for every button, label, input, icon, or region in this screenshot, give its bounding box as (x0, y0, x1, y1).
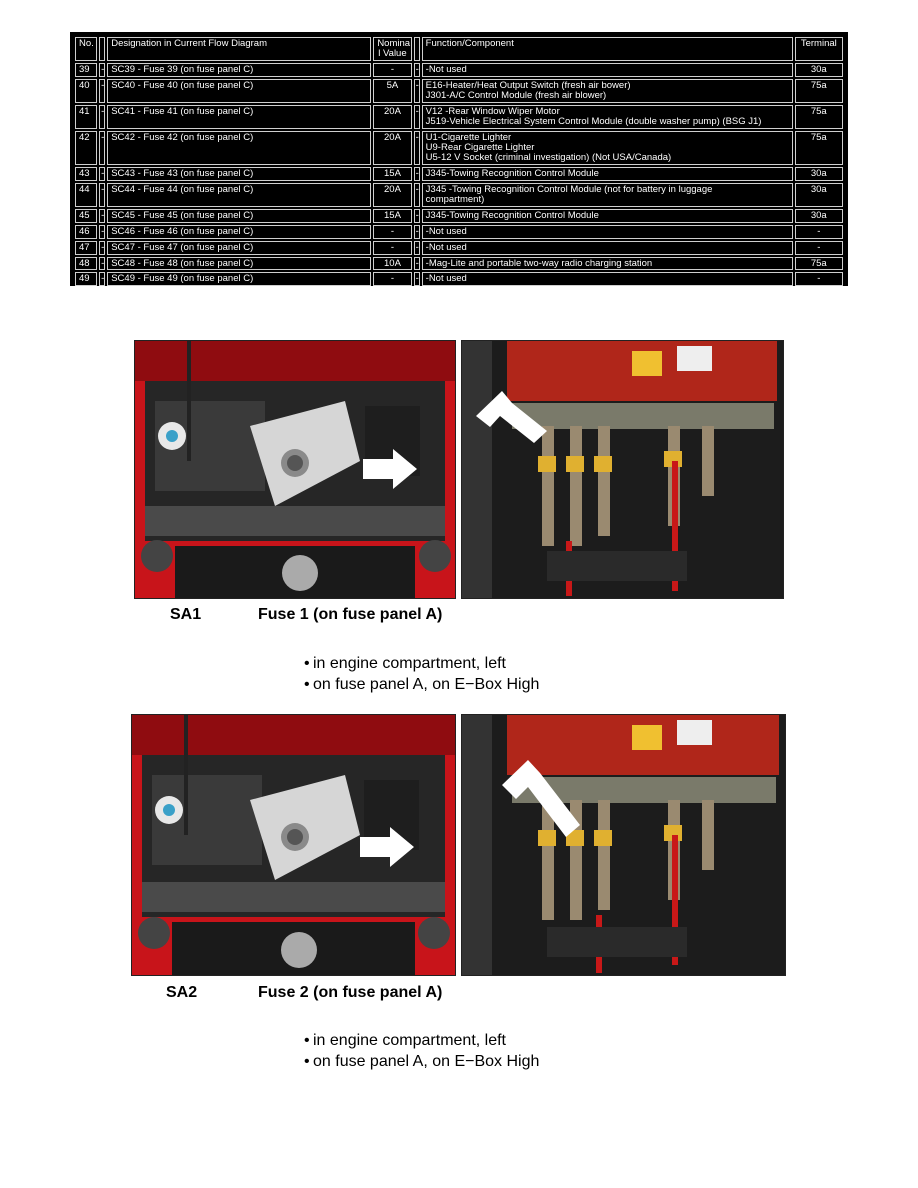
cell-designation: SC46 - Fuse 46 (on fuse panel C) (107, 225, 371, 239)
cell-designation: SC49 - Fuse 49 (on fuse panel C) (107, 272, 371, 286)
bullet-icon: • (304, 676, 310, 693)
list-item (304, 1051, 539, 1072)
list-item (304, 1030, 539, 1051)
cell-function (422, 183, 793, 207)
list-item (304, 653, 539, 674)
cell-terminal: 75a (795, 257, 843, 271)
engine-bay-illustration (132, 715, 455, 975)
cell-separator: - (99, 183, 105, 207)
cell-separator: - (415, 63, 419, 75)
function-line: U1-Cigarette Lighter (425, 131, 512, 143)
header-designation: Designation in Current Flow Diagram (107, 37, 371, 61)
cell-no: 48 (75, 257, 97, 271)
cell-nominal-value: 20A (373, 131, 411, 165)
cell-separator: - (414, 131, 420, 165)
cell-designation: SC41 - Fuse 41 (on fuse panel C) (107, 105, 371, 129)
cell-separator: - (99, 131, 105, 165)
section-code-sa1: SA1 (170, 606, 202, 623)
bullet-list-sa1 (304, 653, 539, 695)
cell-no: 40 (75, 79, 97, 103)
cell-no: 49 (75, 272, 97, 286)
function-line: J345-Towing Recognition Control Module (425, 167, 599, 179)
cell-nominal-value: - (373, 272, 411, 286)
bullet-text: in engine compartment, left (313, 655, 506, 672)
cell-designation: SC45 - Fuse 45 (on fuse panel C) (107, 209, 371, 223)
function-line: J301-A/C Control Module (fresh air blower) (425, 89, 607, 101)
cell-no: 41 (75, 105, 97, 129)
section-title-sa2: Fuse 2 (on fuse panel A) (258, 984, 443, 1001)
cell-separator: - (101, 241, 105, 253)
bullet-icon: • (304, 1032, 310, 1049)
cell-separator: - (101, 167, 105, 179)
list-item (304, 674, 539, 695)
table-row (75, 257, 843, 271)
header-separator (99, 37, 105, 61)
cell-separator: - (101, 209, 105, 221)
cell-designation: SC42 - Fuse 42 (on fuse panel C) (107, 131, 371, 165)
function-line: J345-Towing Recognition Control Module (425, 209, 599, 221)
header-separator (414, 37, 420, 61)
cell-function (422, 63, 793, 77)
cell-nominal-value: 20A (373, 105, 411, 129)
cell-function (422, 241, 793, 255)
cell-designation: SC40 - Fuse 40 (on fuse panel C) (107, 79, 371, 103)
cell-function (422, 272, 793, 286)
function-line: J519-Vehicle Electrical System Control Module (double washer pump) (BSG J1) (425, 115, 762, 127)
table-row (75, 209, 843, 223)
cell-terminal: - (795, 272, 843, 286)
cell-separator: - (101, 225, 105, 237)
function-line: E16-Heater/Heat Output Switch (fresh air bower) (425, 79, 631, 91)
section-title-sa1: Fuse 1 (on fuse panel A) (258, 606, 443, 623)
function-line: U9-Rear Cigarette Lighter (425, 141, 535, 153)
table-row (75, 131, 843, 165)
cell-nominal-value: - (373, 241, 411, 255)
cell-function (422, 209, 793, 223)
engine-bay-photo-sa1 (134, 340, 456, 599)
header-function: Function/Component (422, 37, 793, 61)
cell-terminal: 30a (795, 209, 843, 223)
cell-no: 44 (75, 183, 97, 207)
cell-function (422, 131, 793, 165)
engine-bay-illustration (135, 341, 455, 598)
cell-no: 46 (75, 225, 97, 239)
cell-nominal-value: 5A (373, 79, 411, 103)
cell-no: 43 (75, 167, 97, 181)
cell-terminal: 30a (795, 63, 843, 77)
fuse-panel-illustration (462, 341, 783, 598)
table-row (75, 183, 843, 207)
function-line: -Mag-Lite and portable two-way radio charging station (425, 257, 653, 269)
fuse-panel-illustration (462, 715, 785, 975)
header-nominal-value (373, 37, 411, 61)
table-row (75, 63, 843, 77)
header-terminal: Terminal (795, 37, 843, 61)
table-header-row (75, 37, 843, 61)
bullet-text: on fuse panel A, on E−Box High (313, 1053, 540, 1070)
cell-nominal-value: 20A (373, 183, 411, 207)
cell-separator: - (415, 241, 419, 253)
cell-function (422, 167, 793, 181)
function-line: J345 -Towing Recognition Control Module (not for battery in luggage (425, 183, 713, 195)
fuse-table-grid (73, 35, 845, 286)
cell-separator: - (414, 105, 420, 129)
header-nominal-line-1: Nomina (377, 38, 411, 49)
cell-separator: - (101, 273, 105, 285)
cell-separator: - (101, 63, 105, 75)
cell-nominal-value: 10A (373, 257, 411, 271)
cell-separator: - (99, 105, 105, 129)
fuse-panel-photo-sa1 (461, 340, 784, 599)
cell-designation: SC44 - Fuse 44 (on fuse panel C) (107, 183, 371, 207)
cell-separator: - (101, 257, 105, 269)
cell-separator: - (415, 225, 419, 237)
cell-separator: - (415, 167, 419, 179)
cell-no: 47 (75, 241, 97, 255)
cell-terminal: 75a (795, 105, 843, 129)
cell-nominal-value: 15A (373, 209, 411, 223)
function-line: U5-12 V Socket (criminal investigation) (Not USA/Canada) (425, 151, 672, 163)
section-code-sa2: SA2 (166, 984, 198, 1001)
cell-no: 39 (75, 63, 97, 77)
header-nominal-line-2: l Value (378, 47, 407, 59)
cell-function (422, 79, 793, 103)
function-line: V12 -Rear Window Wiper Motor (425, 105, 560, 117)
bullet-icon: • (304, 655, 310, 672)
header-no: No. (75, 37, 97, 61)
cell-separator: - (415, 209, 419, 221)
function-line: -Not used (425, 225, 467, 237)
cell-terminal: 75a (795, 79, 843, 103)
function-line: -Not used (425, 241, 467, 253)
cell-terminal: 30a (795, 183, 843, 207)
cell-designation: SC39 - Fuse 39 (on fuse panel C) (107, 63, 371, 77)
cell-separator: - (99, 79, 105, 103)
cell-no: 42 (75, 131, 97, 165)
function-line: compartment) (425, 193, 485, 205)
cell-function (422, 105, 793, 129)
table-row (75, 79, 843, 103)
cell-designation: SC47 - Fuse 47 (on fuse panel C) (107, 241, 371, 255)
engine-bay-photo-sa2 (131, 714, 456, 976)
bullet-icon: • (304, 1053, 310, 1070)
cell-function (422, 225, 793, 239)
cell-terminal: - (795, 241, 843, 255)
table-row (75, 241, 843, 255)
table-row (75, 167, 843, 181)
table-row (75, 105, 843, 129)
cell-terminal: - (795, 225, 843, 239)
cell-separator: - (414, 79, 420, 103)
table-row (75, 225, 843, 239)
cell-separator: - (415, 273, 419, 285)
cell-no: 45 (75, 209, 97, 223)
bullet-text: in engine compartment, left (313, 1032, 506, 1049)
table-row (75, 272, 843, 286)
fuse-table (70, 32, 848, 286)
function-line: -Not used (425, 273, 467, 285)
cell-nominal-value: - (373, 63, 411, 77)
cell-nominal-value: 15A (373, 167, 411, 181)
cell-designation: SC43 - Fuse 43 (on fuse panel C) (107, 167, 371, 181)
bullet-text: on fuse panel A, on E−Box High (313, 676, 540, 693)
cell-terminal: 75a (795, 131, 843, 165)
cell-terminal: 30a (795, 167, 843, 181)
cell-separator: - (414, 183, 420, 207)
cell-separator: - (415, 257, 419, 269)
bullet-list-sa2 (304, 1030, 539, 1072)
function-line: -Not used (425, 63, 467, 75)
fuse-panel-photo-sa2 (461, 714, 786, 976)
cell-nominal-value: - (373, 225, 411, 239)
cell-function (422, 257, 793, 271)
cell-designation: SC48 - Fuse 48 (on fuse panel C) (107, 257, 371, 271)
